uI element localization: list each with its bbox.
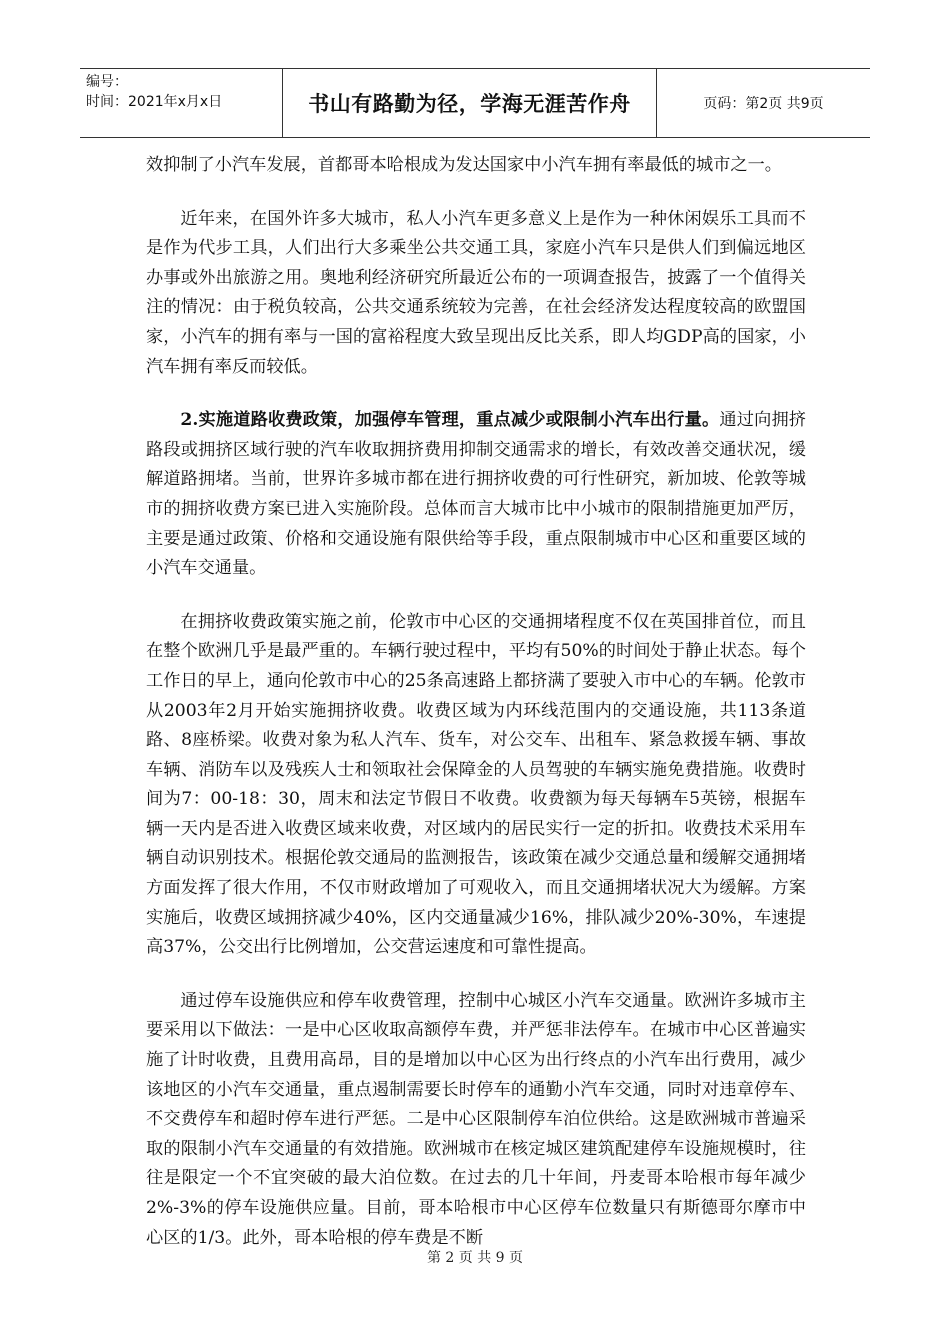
header-meta <box>80 69 283 137</box>
paragraph-text: 通过向拥挤路段或拥挤区域行驶的汽车收取拥挤费用抑制交通需求的增长，有效改善交通状况，缓解道路拥堵。当前，世界许多城市都在进行拥挤收费的可行性研究，新加坡、伦敦等城市的拥挤收费方案已进入实施阶段。总体而言大城市比中小城市的限制措施更加严厉，主要是通过政策、价格和交通设施有限供给等手段，重点限制城市中心区和重要区域的小汽车交通量。 <box>146 410 806 579</box>
page-footer: 第 2 页 共 9 页 <box>426 1250 524 1266</box>
paragraph: 效抑制了小汽车发展，首都哥本哈根成为发达国家中小汽车拥有率最低的城市之一。 <box>146 155 782 175</box>
section-heading: 2.实施道路收费政策，加强停车管理，重点减少或限制小汽车出行量。 <box>180 410 720 431</box>
header-motto: 书山有路勤为径，学海无涯苦作舟 <box>283 69 657 137</box>
header-page-number: 页码：第2页 共9页 <box>703 96 824 112</box>
paragraph: 近年来，在国外许多大城市，私人小汽车更多意义上是作为一种休闲娱乐工具而不是作为代步工具，人们出行大多乘坐公共交通工具，家庭小汽车只是供人们到偏远地区办事或外出旅游之用。奥地利经济研究所最近公布的一项调查报告，披露了一个值得关注的情况：由于税负较高，公共交通系统较为完善，在社会经济发达程度较高的欧盟国家，小汽车的拥有率与一国的富裕程度大致呈现出反比关系，即人均GDP高的国家，小汽车拥有率反而较低。 <box>146 208 806 377</box>
page-header <box>80 68 870 138</box>
document-date: 时间：2021年x月x日 <box>86 94 223 110</box>
paragraph <box>146 406 806 584</box>
paragraph: 在拥挤收费政策实施之前，伦敦市中心区的交通拥堵程度不仅在英国排首位，而且在整个欧洲几乎是最严重的。车辆行驶过程中，平均有50%的时间处于静止状态。每个工作日的早上，通向伦敦市中心的25条高速路上都挤满了要驶入市中心的车辆。伦敦市从2003年2月开始实施拥挤收费。收费区域为内环线范围内的交通设施，共113条道路、8座桥梁。收费对象为私人汽车、货车，对公交车、出租车、紧急救援车辆、事故车辆、消防车以及残疾人士和领取社会保障金的人员驾驶的车辆实施免费措施。收费时间为7：00-18：30，周末和法定节假日不收费。收费额为每天每辆车5英镑，根据车辆一天内是否进入收费区域来收费，对区域内的居民实行一定的折扣。收费技术采用车辆自动识别技术。根据伦敦交通局的监测报告，该政策在减少交通总量和缓解交通拥堵方面发挥了很大作用，不仅市财政增加了可观收入，而且交通拥堵状况大为缓解。方案实施后，收费区域拥挤减少40%，区内交通量减少16%，排队减少20%-30%，车速提高37%，公交出行比例增加，公交营运速度和可靠性提高。 <box>146 611 806 958</box>
document-body <box>146 151 806 1277</box>
document-code-label: 编号： <box>86 74 128 90</box>
paragraph: 通过停车设施供应和停车收费管理，控制中心城区小汽车交通量。欧洲许多城市主要采用以下做法：一是中心区收取高额停车费，并严惩非法停车。在城市中心区普遍实施了计时收费，且费用高昂，目的是增加以中心区为出行终点的小汽车出行费用，减少该地区的小汽车交通量，重点遏制需要长时停车的通勤小汽车交通，同时对违章停车、不交费停车和超时停车进行严惩。二是中心区限制停车泊位供给。这是欧洲城市普遍采取的限制小汽车交通量的有效措施。欧洲城市在核定城区建筑配建停车设施规模时，往往是限定一个不宜突破的最大泊位数。在过去的几十年间，丹麦哥本哈根市每年减少2%-3%的停车设施供应量。目前，哥本哈根市中心区停车位数量只有斯德哥尔摩市中心区的1/3。此外，哥本哈根的停车费是不断 <box>146 990 806 1248</box>
